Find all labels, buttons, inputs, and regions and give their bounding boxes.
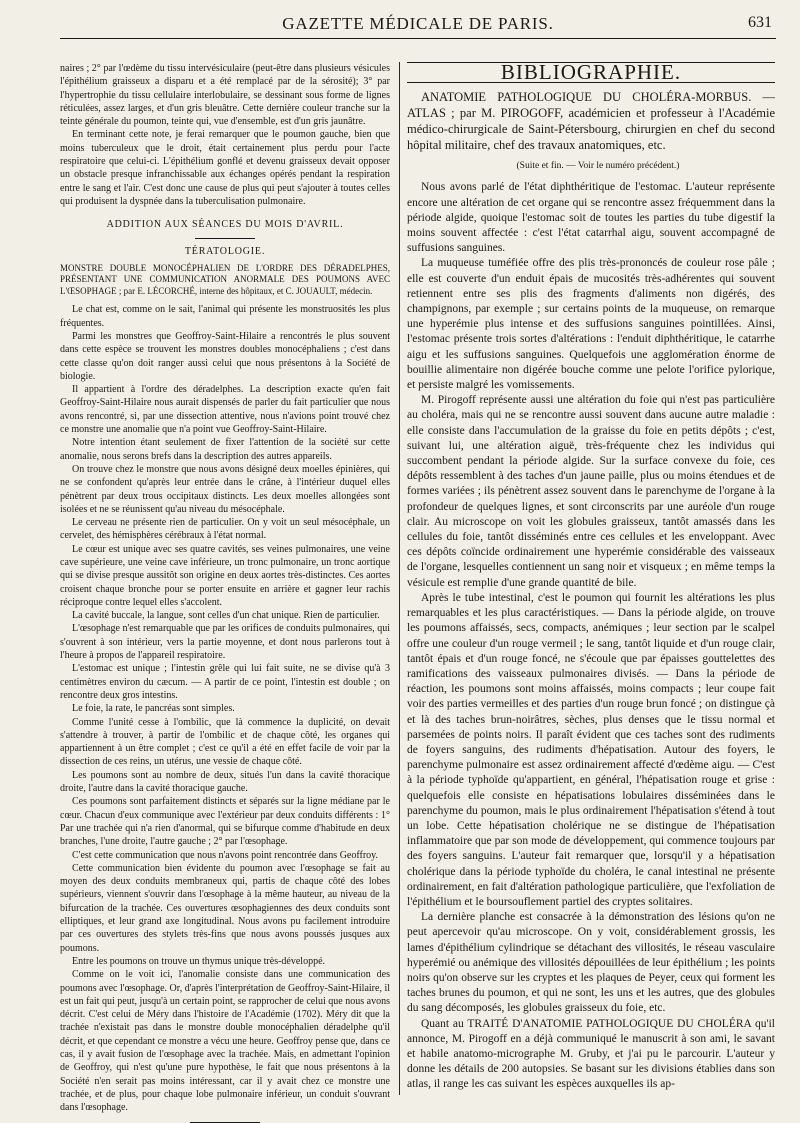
paragraph: On trouve chez le monstre que nous avons désigné deux moelles épinières, qui ne se confondent qu'après leur entrée dans le crâne, à l'intérieur duquel elles pénètrent par deux trous occipitaux distincts. Les deux moelles allongées sont isolées et ne se réunissent qu'au niveau du mésocéphale. (60, 463, 390, 515)
right-column (407, 62, 775, 1105)
left-column (60, 62, 390, 1114)
paragraph: Notre intention étant seulement de fixer l'attention de la société sur cette anomalie, nous serons brefs dans la description des autres appareils. (60, 437, 390, 462)
paragraph: La cavité buccale, la langue, sont celles d'un chat unique. Rien de particulier. (72, 610, 380, 622)
paragraph: Les poumons sont au nombre de deux, situés l'un dans la cavité thoracique droite, l'autre dans la cavité thoracique gauche. (60, 769, 390, 795)
paragraph: M. Pirogoff représente aussi une altération du foie qui n'est pas particulière au choléra, mais qui ne se rencontre aussi souvent dans aucune autre maladie : elle consiste dans l'accumulation de la graisse du foie en petits dépôts ; c'est, suivant lui, une altération aiguë, très-fréquente chez les individus qui succombent pendant la période algide. Sur la surface convexe du foie, ces dépôts ressemblent à des taches d'un jaune paille, plus ou moins étendues et de formes variées ; ils pénètrent assez souvent dans le parenchyme de l'organe à la profondeur de quelques lignes, et sont circonscrits par une auréole d'un rouge clair. Au microscope on voit les globules graisseux, tantôt amassés dans les cellules du foie, tantôt disséminés entre ces cellules et les enveloppant. Avec ces dépôts coïncide ordinairement une hyperémie considérable des vaisseaux de l'organe, lesquelles contiennent un sang noir et visqueux ; en même temps la vésicule est remplie d'une grande quantité de bile. (407, 394, 775, 589)
subsection-title: TÉRATOLOGIE. (184, 245, 266, 257)
paragraph: C'est cette communication que nous n'avons point rencontrée dans Geoffroy. (72, 849, 379, 861)
paragraph: Entre les poumons on trouve un thymus unique très-développé. (72, 955, 326, 967)
paragraph: Quant au TRAITÉ D'ANATOMIE PATHOLOGIQUE DU CHOLÉRA qu'il annonce, M. Pirogoff en a déjà communiqué le manuscrit à son ami, le savant et habile anatomo-micrographe M. Gruby, et j'ai pu le parcourir. L'auteur y donne les détails de 200 autopsies. Se basant sur les divisions établies dans son atlas, il range les cas suivant les espèces auxquelles ils ap- (407, 1017, 775, 1091)
section-title: ADDITION AUX SÉANCES DU MOIS D'AVRIL. (106, 219, 344, 231)
paragraph: La muqueuse tuméfiée offre des plis très-prononcés de couleur rose pâle ; elle est couverte d'un enduit épais de mucosités très-adhérentes qui souvent retiennent entre ses plis des fragments d'aliments non digérés, des champignons, par exemple ; sur certains points de la muqueuse, on remarque une hyperémie plus intense et des suffusions sanguines pointillées. Ainsi, l'estomac présente trois sortes d'altérations : l'enduit diphthéritique, le catarrhe aigu et les suffusions sanguines. Quelquefois une agglomération énorme de bouillie alimentaire non digérée bouche comme une pelote l'orifice pylorique, et persiste malgré les vomissements. (407, 257, 775, 392)
column-divider (399, 62, 400, 1095)
paragraph: Comme on le voit ici, l'anomalie consiste dans une communication des poumons avec l'œsophage. Or, d'après l'interprétation de Geoffroy-Saint-Hilaire, il est un fait qui peut, jusqu'à un certain point, se rapprocher de celui que nous avons décrit. C'est celui de Méry dans l'histoire de l'Académie (1702). Méry dit que la trachée n'existait pas dans le monstre double monocéphalien déradelphe qu'il décrit, et que cependant ce monstre a vécu une heure. Geoffroy pense que, dans ce cas, il y avait fusion de l'œsophage avec la trachée. Mais, en admettant l'opinion de Geoffroy, qui n'est qu'une pure hypothèse, le fait que nous présentons à la Société n'en serait pas moins intéressant, car il y avait chez ce monstre une trachée, et de plus, pour chaque lobe pulmonaire inférieur, un conduit s'ouvrant dans l'œsophage. (60, 969, 390, 1114)
paragraph: Le cerveau ne présente rien de particulier. On y voit un seul mésocéphale, un cervelet, des hémisphères cérébraux à l'état normal. (60, 517, 390, 542)
paragraph: Cette communication bien évidente du poumon avec l'œsophage se fait au moyen des deux conduits membraneux qui, partis de chaque côté des lobes supérieurs, viennent s'ouvrir dans l'œsophage à la même hauteur, au niveau de la bifurcation de la trachée. Ces ouvertures œsophagiennes des deux conduits sont elliptiques, et leur grand axe longitudinal. Nous avons pu facilement introduire par ces ouvertures des stylets très-fins que nous avons poussés jusques aux poumons. (60, 862, 390, 954)
paragraph: Nous avons parlé de l'état diphthéritique de l'estomac. L'auteur représente encore une altération de cet organe qui se rencontre assez fréquemment dans la période algide, quoique l'estomac soit de toutes les parties du tube digestif la moins souvent affectée : c'est l'état catarrhal aigu, souvent accompagné de suffusions sanguines. (407, 181, 775, 255)
paragraph: Après le tube intestinal, c'est le poumon qui fournit les altérations les plus remarquables et les plus caractéristiques. — Dans la période algide, on trouve les poumons affaissés, secs, compacts, anémiques ; leur section par le scalpel offre une couleur d'un rouge vermeil ; le sang, tantôt liquide et d'un rouge clair, tantôt épais et d'un rouge foncé, ne s'écoule que par épaisses gouttelettes des ramifications des vaisseaux pulmonaires divisés. — Dans la période de réaction, les poumons sont moins affaissés, moins compacts ; leur coupe fait voir des parties vermeilles et des parties d'un rouge brun foncé ; on distingue çà et là des taches brun-noirâtres, sèches, plus denses que le tissu normal et parsemées de points noirs. Il paraît évident que ces taches sont des rudiments de foyers sanguins, des rudiments d'hépatisation. Autour des foyers, le parenchyme pulmonaire est assez ordinairement affecté d'œdème aigu. — C'est à la période typhoïde qu'appartient, en général, l'hépatisation rouge et grise : quelquefois elle consiste en hépatisations lobulaires disséminées dans le parenchyme du poumon, mais le plus ordinairement l'hépatisation s'étend à tout un lobe. Cette hépatisation cholérique ne se distingue de l'hépatisation inflammatoire que par son mode de développement, qui commence toujours par des foyers sanguins. L'auteur fait remarquer que, lorsqu'il y a hépatisation cholérique dans la période typhoïde du choléra, le canal intestinal ne présente ordinairement, en fait d'altération pathologique particulière, que l'exfoliation de l'épithélium et le boursouflement partiel des cryptes solitaires. (407, 591, 775, 908)
paragraph: Le foie, la rate, le pancréas sont simples. (72, 703, 235, 715)
paragraph: Comme l'unité cesse à l'ombilic, que là commence la duplicité, on devait s'attendre à trouver, à partir de l'ombilic et de chaque côté, les organes qui appartiennent à un être complet ; c'est ce qu'il a été en effet facile de voir par la dissection de ces reins, un utérus, une vessie de chaque côté. (60, 716, 390, 768)
section-divider (195, 238, 255, 239)
paragraph: Le chat est, comme on le sait, l'animal qui présente les monstruosités les plus fréquentes. (60, 304, 390, 329)
journal-title: GAZETTE MÉDICALE DE PARIS. (282, 14, 554, 33)
paragraph: Ces poumons sont parfaitement distincts et séparés sur la ligne médiane par le cœur. Chacun d'eux communique avec l'extérieur par deux conduits différents : 1° Par une trachée qui n'a rien d'anormal, qui se bifurque comme d'habitude en deux branches, l'une droite, l'autre gauche ; 2° par l'œsophage. (60, 796, 390, 848)
page-number: 631 (748, 14, 772, 31)
paragraph: L'estomac est unique ; l'intestin grêle qui lui fait suite, ne se divise qu'à 3 centimètres environ du cæcum. — A partir de ce point, l'intestin est double ; on rencontre deux gros intestins. (60, 663, 390, 701)
paragraph: Il appartient à l'ordre des déradelphes. La description exacte qu'en fait Geoffroy-Saint-Hilaire nous aurait dispensés de parler du fait particulier que nous avons rencontré, si, par une dissection attentive, nous n'avions point trouvé chez ce monstre une anomalie que n'a point vue Geoffroy-Saint-Hilaire. (60, 384, 390, 436)
book-reference: ANATOMIE PATHOLOGIQUE DU CHOLÉRA-MORBUS. — ATLAS ; par M. PIROGOFF, académicien et professeur à l'Académie médico-chirurgicale de Saint-Pétersbourg, chirurgien en chef du second hôpital militaire, chef des travaux anatomiques, etc. (407, 90, 775, 153)
continuation-note: (Suite et fin. — Voir le numéro précédent.) (516, 161, 680, 172)
paragraph: La dernière planche est consacrée à la démonstration des lésions qu'on ne peut apercevoir qu'au microscope. On y voit, considérablement grossis, les lames d'épithélium cylindrique se détachant des villosités, le réseau vasculaire hyperémié ou anémique des villosités dépouillées de leur épithélium ; les points noirs qu'on observe sur les cryptes et les plaques de Peyer, ceux qui forment les taches brunes du poumon, et qui ne sont, les uns et les autres, que des globules du sang décomposés, les globules graisseux du foie, etc. (407, 911, 775, 1015)
paragraph: naires ; 2° par l'œdème du tissu intervésiculaire (peut-être dans plusieurs vésicules l'épithélium graisseux a disparu et a été remplacé par de la sérosité); 3° par l'hypertrophie du tissu cellulaire interlobulaire, se dessinant sous forme de lignes réticulées, assez larges, et d'un gris bleuâtre. Cette dernière couleur tranche sur la teinte générale du poumon, teinte qui, vue d'ensemble, est d'un gris jaunâtre. (60, 63, 390, 128)
article-heading: MONSTRE DOUBLE MONOCÉPHALIEN DE L'ORDRE DES DÉRADELPHES, PRÉSENTANT UNE COMMUNICATION ANORMALE DES POUMONS AVEC L'ŒSOPHAGE ; par E. LÉCORCHÉ, interne des hôpitaux, et C. JOUAULT, médecin. (60, 262, 390, 296)
paragraph: Parmi les monstres que Geoffroy-Saint-Hilaire a rencontrés le plus souvent dans cette espèce se trouvent les monstres doubles monocéphaliens ; c'est dans cette classe qu'on doit ranger aussi celui que nous présentons à la Société de biologie. (60, 330, 390, 382)
paragraph: En terminant cette note, je ferai remarquer que le poumon gauche, bien que moins tuberculeux que le droit, était certainement plus perdu pour l'acte respiratoire que celui-ci. L'épithélium gonflé et devenu graisseux devait opposer un obstacle presque infranchissable aux échanges opérés pendant la respiration entre le sang et l'air. C'est donc une cause de plus qui peut s'ajouter à toutes celles qui produisent la dyspnée dans la tuberculisation pulmonaire. (60, 129, 390, 207)
paragraph: L'œsophage n'est remarquable que par les orifices de conduits pulmonaires, qui s'ouvrent à son intérieur, vers la partie moyenne, et dont nous parlerons tout à l'heure à propos de l'appareil respiratoire. (60, 623, 390, 662)
paragraph: Le cœur est unique avec ses quatre cavités, ses veines pulmonaires, une veine cave supérieure, une veine cave inférieure, un tronc pulmonaire, un tronc aortique qui se divise presque aussitôt son origine en deux aortes très-distinctes. Ces aortes croisent chaque bronche pour se porter ensuite en arrière et gagner leur rachis réciproque contre lequel elles s'accolent. (60, 543, 390, 608)
page-header (60, 8, 776, 39)
bibliography-title: BIBLIOGRAPHIE. (407, 62, 775, 83)
